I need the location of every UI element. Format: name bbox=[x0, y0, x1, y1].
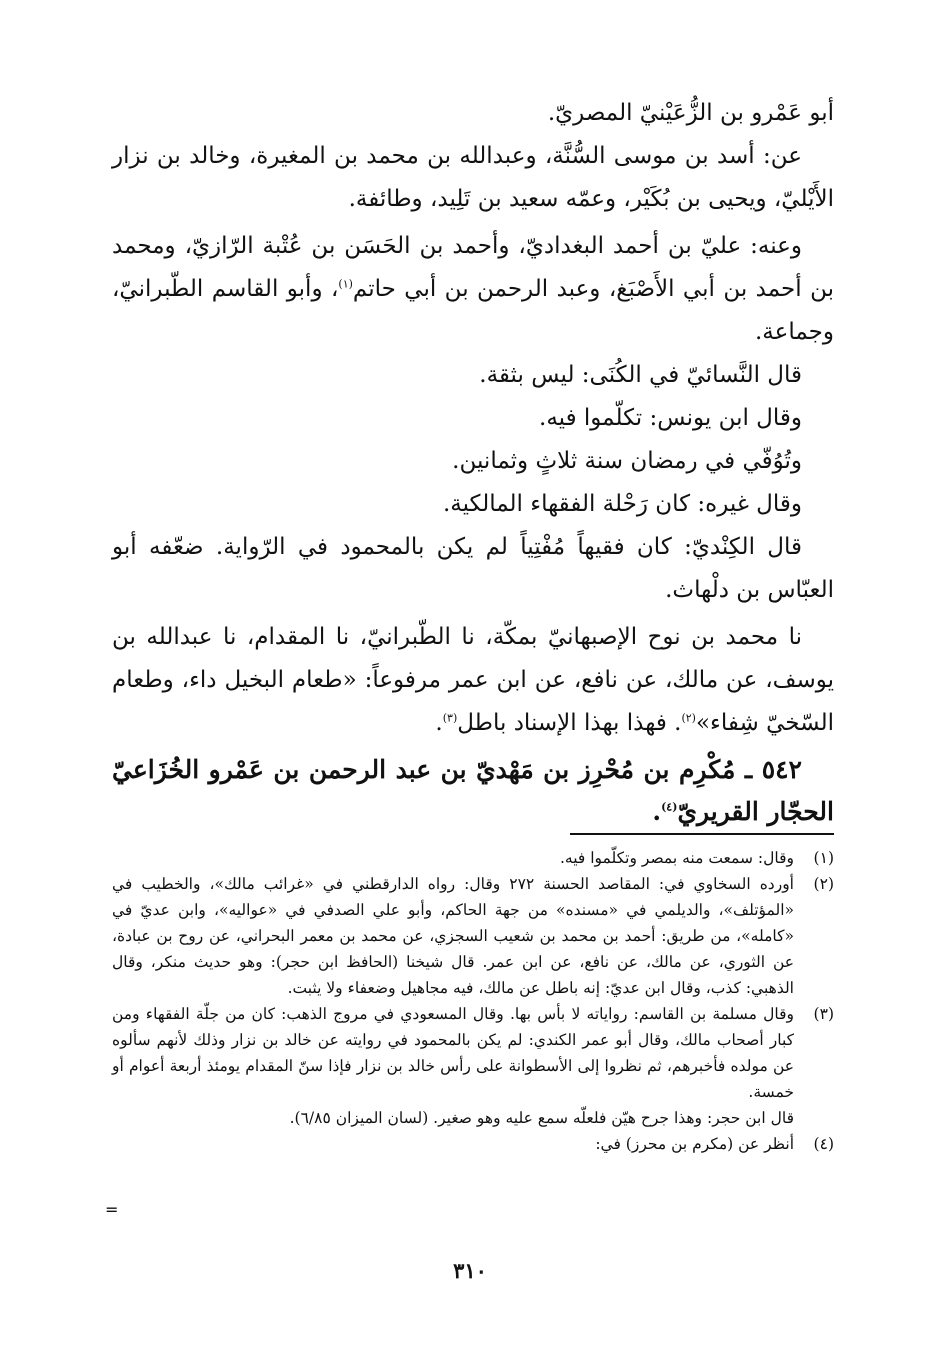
footnote-number: (١) bbox=[813, 849, 834, 867]
nasai-text: قال النَّسائيّ في الكُنَى: ليس بثقة. bbox=[479, 362, 802, 388]
hadith-end: . bbox=[435, 710, 443, 736]
paragraph-others bbox=[112, 483, 834, 526]
paragraph-hadith bbox=[112, 616, 834, 745]
footnote-ref-4[interactable]: (٤) bbox=[661, 800, 678, 814]
footnote-1 bbox=[112, 845, 834, 871]
narrators-to-text: وعنه: عليّ بن أحمد البغداديّ، وأحمد بن الحَسَن بن عُتْبة الرّازيّ، ومحمد بن أحمد بن أبي الأَصْبَغ، وعبد الرحمن بن أبي حاتم bbox=[112, 233, 834, 302]
kindi-text: قال الكِنْديّ: كان فقيهاً مُفْتِياً لم يكن بالمحمود في الرّواية. ضعّفه أبو العبّاس بن دلْهاث. bbox=[112, 534, 834, 603]
footnote-text: وقال: سمعت منه بمصر وتكلّموا فيه. bbox=[559, 849, 794, 867]
entry-heading-text: ٥٤٢ ـ مُكْرِم بن مُحْرِز بن مَهْديّ بن عبد الرحمن بن عَمْرو الخُزَاعيّ الحجّار القريريّ bbox=[112, 755, 834, 826]
footnote-number: (٤) bbox=[813, 1135, 834, 1153]
footnote-separator bbox=[570, 833, 834, 835]
paragraph-kindi bbox=[112, 526, 834, 612]
others-text: وقال غيره: كان رَحْلة الفقهاء المالكية. bbox=[442, 491, 802, 517]
paragraph-narrators-from bbox=[112, 135, 834, 221]
footnote-3 bbox=[112, 1001, 834, 1105]
death-text: وتُوُفّي في رمضان سنة ثلاثٍ وثمانين. bbox=[452, 448, 802, 474]
footnote-3-continuation: قال ابن حجر: وهذا جرح هيّن فلعلّه سمع عليه وهو صغير. (لسان الميزان ٦/٨٥). bbox=[289, 1109, 794, 1127]
paragraph-ibn-yunus bbox=[112, 397, 834, 440]
paragraph-nasai bbox=[112, 354, 834, 397]
footnote-number: (٢) bbox=[813, 875, 834, 893]
continuation-mark: = bbox=[105, 1200, 119, 1219]
footnote-number: (٣) bbox=[813, 1005, 834, 1023]
ibn-yunus-text: وقال ابن يونس: تكلّموا فيه. bbox=[539, 405, 802, 431]
footnote-4 bbox=[112, 1131, 834, 1157]
footnotes bbox=[112, 845, 834, 1157]
page-number: ٣١٠ bbox=[453, 1258, 487, 1283]
line-kunya: أبو عَمْرو بن الزُّعَيْنيّ المصريّ. bbox=[547, 100, 834, 126]
footnote-text: أورده السخاوي في: المقاصد الحسنة ٢٧٢ وقال: رواه الدارقطني في «غرائب مالك»، والخطيب في «المؤتلف»، والديلمي في «مسنده» من جهة الحاكم، وأبو علي الصدفي في «عواليه»، وابن عديّ في «كامله»، من طريق: أحمد بن محمد بن شعيب السجزي، عن محمد بن معمر البحراني، عن روح بن عبادة، عن الثوري، عن مالك، عن نافع، عن ابن عمر. قال شيخنا (الحافظ ابن حجر): وهو حديث منكر، وقال الذهبي: كذب، وقال ابن عديّ: إنه باطل عن مالك، فيه مجاهيل وضعفاء ولا يثبت. bbox=[112, 875, 794, 997]
narrators-to-tail: ، وأبو القاسم الطّبرانيّ، وجماعة. bbox=[112, 276, 834, 345]
hadith-verdict: . فهذا بهذا الإسناد باطل bbox=[457, 710, 682, 736]
paragraph-narrators-to bbox=[112, 225, 834, 354]
hadith-text: نا محمد بن نوح الإصبهانيّ بمكّة، نا الطّبرانيّ، نا المقدام، نا عبدالله بن يوسف، عن مالك، عن نافع، عن ابن عمر مرفوعاً: «طعام البخيل داء، وطعام السّخيّ شِفاء» bbox=[112, 624, 834, 736]
entry-heading-end: . bbox=[652, 797, 662, 826]
paragraph-death bbox=[112, 440, 834, 483]
footnote-ref-1[interactable]: (١) bbox=[338, 277, 353, 291]
footnote-ref-3[interactable]: (٣) bbox=[442, 711, 458, 725]
paragraph-1 bbox=[112, 92, 834, 135]
footnote-text: وقال مسلمة بن القاسم: رواياته لا بأس بها. وقال المسعودي في مروج الذهب: كان من جلّة الفقهاء ومن كبار أصحاب مالك، وقال أبو عمر الكندي: لم يكن بالمحمود في روايته عن خالد بن نزار وذلك لأنهم سألوه عن مولده فأخبرهم، ثم نظروا إلى الأسطوانة على رأس خالد بن نزار فإذا سنّ المقدام يومئذ أربعة أعوام أو خمسة. bbox=[112, 1005, 794, 1101]
footnote-text: أنظر عن (مكرم بن محرز) في: bbox=[595, 1135, 794, 1153]
footnote-ref-2[interactable]: (٢) bbox=[681, 711, 696, 725]
narrators-from-text: عن: أسد بن موسى السُّنَّة، وعبدالله بن محمد بن المغيرة، وخالد بن نزار الأَيْليّ، ويحيى بن بُكَيْر، وعمّه سعيد بن تَلِيد، وطائفة. bbox=[112, 143, 834, 212]
main-text bbox=[112, 92, 834, 833]
footnote-2 bbox=[112, 871, 834, 1001]
entry-heading-542 bbox=[112, 749, 834, 833]
